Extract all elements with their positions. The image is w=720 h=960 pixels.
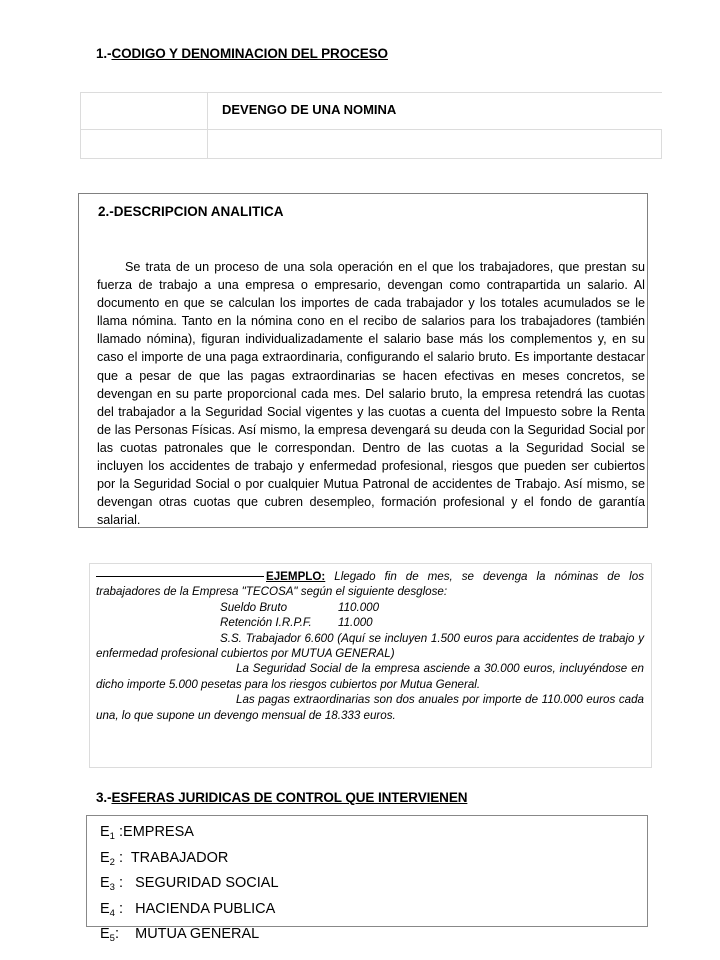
section-1-number: 1.- <box>96 46 112 61</box>
section-3-number: 3.- <box>96 790 112 805</box>
section-3-heading <box>96 790 467 805</box>
sphere-index: 2 <box>109 856 115 868</box>
sphere-symbol: E <box>100 849 110 866</box>
table-cell-code <box>81 93 208 130</box>
sphere-separator: : <box>114 824 124 840</box>
sphere-separator: : <box>114 849 128 866</box>
sphere-separator: : <box>114 900 128 917</box>
example-pagas: Las pagas extraordinarias son dos anuales por importe de 110.000 euros cada una, lo que supone un devengo mensual de 18.333 euros. <box>96 693 644 722</box>
sphere-symbol: E <box>100 926 110 942</box>
sphere-name: EMPRESA <box>123 824 194 840</box>
sphere-name: SEGURIDAD SOCIAL <box>127 875 279 891</box>
table-row <box>81 130 662 159</box>
sphere-symbol: E <box>100 824 110 840</box>
sphere-separator: : <box>114 926 124 942</box>
spheres-list <box>100 822 279 950</box>
process-name: DEVENGO DE UNA NOMINA <box>222 102 397 117</box>
process-table <box>80 92 662 159</box>
sphere-index: 4 <box>109 907 115 919</box>
section-1-heading <box>96 46 388 61</box>
example-item-amount: 110.000 <box>338 600 380 614</box>
list-item <box>100 924 279 950</box>
sphere-name: TRABAJADOR <box>127 849 229 866</box>
section-1-title: CODIGO Y DENOMINACION DEL PROCESO <box>111 46 388 61</box>
example-item-amount: 11.000 <box>338 616 373 630</box>
list-item <box>100 899 279 925</box>
example-item-label: Retención I.R.P.F. <box>220 616 312 630</box>
example-ss-empresa: La Seguridad Social de la empresa asciende a 30.000 euros, incluyéndose en dicho importe 5.000 pesetas para los riesgos cubiertos por Mutua General. <box>96 662 644 691</box>
example-rule <box>96 576 264 577</box>
section-2-number: 2.- <box>98 204 114 219</box>
sphere-index: 3 <box>109 882 115 893</box>
sphere-separator: : <box>114 875 128 891</box>
example-ss-trabajador: S.S. Trabajador 6.600 (Aquí se incluyen 1.500 euros para accidentes de trabajo y enfermedad profesional cubiertos por MUTUA GENERAL) <box>96 631 644 661</box>
example-lead-text: Llegado fin de mes, se devenga la nóminas de los trabajadores de la Empresa "TECOSA" según el siguiente desglose: <box>96 570 644 599</box>
sphere-symbol: E <box>100 875 110 891</box>
list-item <box>100 822 279 848</box>
description-body-text: Se trata de un proceso de una sola operación en el que los trabajadores, que prestan su fuerza de trabajo a una empresa o empresario, devengan como contrapartida un salario. Al documento en que se calculan los importes de cada trabajador y los totales acumulados se le llama nómina. Tanto en la nómina cono en el recibo de salarios para los trabajadores (también llamado nómina), figuran individualizadamente el salario base más los complementos y, en su caso el importe de una paga extraordinaria, configurando el salario bruto. Es importante destacar que a pesar de que las pagas extraordinarias se hacen efectivas en meses concretos, se devengan en su parte proporcional cada mes. Del salario bruto, la empresa retendrá las cuotas del trabajador a la Seguridad Social vigentes y las cuotas a cuenta del Impuesto sobre la Renta de las Personas Físicas. Así mismo, la empresa devengará su deuda con la Seguridad Social por las cuotas patronales que le correspondan. Dentro de las cuotas a la Seguridad Social se incluyen los accidentes de trabajo y enfermedad profesional, riesgos que pueden ser cubiertos por la Seguridad Social o por cualquier Mutua Patronal de accidentes de Trabajo. Así mismo, se devengan otras cuotas que cubren desempleo, formación profesional y el fondo de garantía salarial. <box>97 260 645 528</box>
example-content <box>96 569 644 723</box>
table-row <box>81 93 662 130</box>
example-label: EJEMPLO: <box>266 570 326 583</box>
section-2-heading <box>98 204 284 219</box>
list-item <box>100 873 279 899</box>
example-item-row <box>96 600 644 615</box>
sphere-index: 5 <box>109 933 115 944</box>
sphere-index: 1 <box>109 831 115 842</box>
sphere-name: MUTUA GENERAL <box>123 926 260 942</box>
table-cell-denomination-empty <box>208 130 662 159</box>
list-item <box>100 848 279 874</box>
table-cell-code-empty <box>81 130 208 159</box>
table-cell-denomination <box>208 93 662 130</box>
example-item-row <box>96 615 644 630</box>
section-3-title: ESFERAS JURIDICAS DE CONTROL QUE INTERVIENEN <box>111 790 468 805</box>
section-2-title: DESCRIPCION ANALITICA <box>113 204 284 219</box>
example-lead <box>96 569 644 600</box>
sphere-symbol: E <box>100 900 110 917</box>
sphere-name: HACIENDA PUBLICA <box>127 900 276 917</box>
example-item-label: Sueldo Bruto <box>220 600 288 614</box>
